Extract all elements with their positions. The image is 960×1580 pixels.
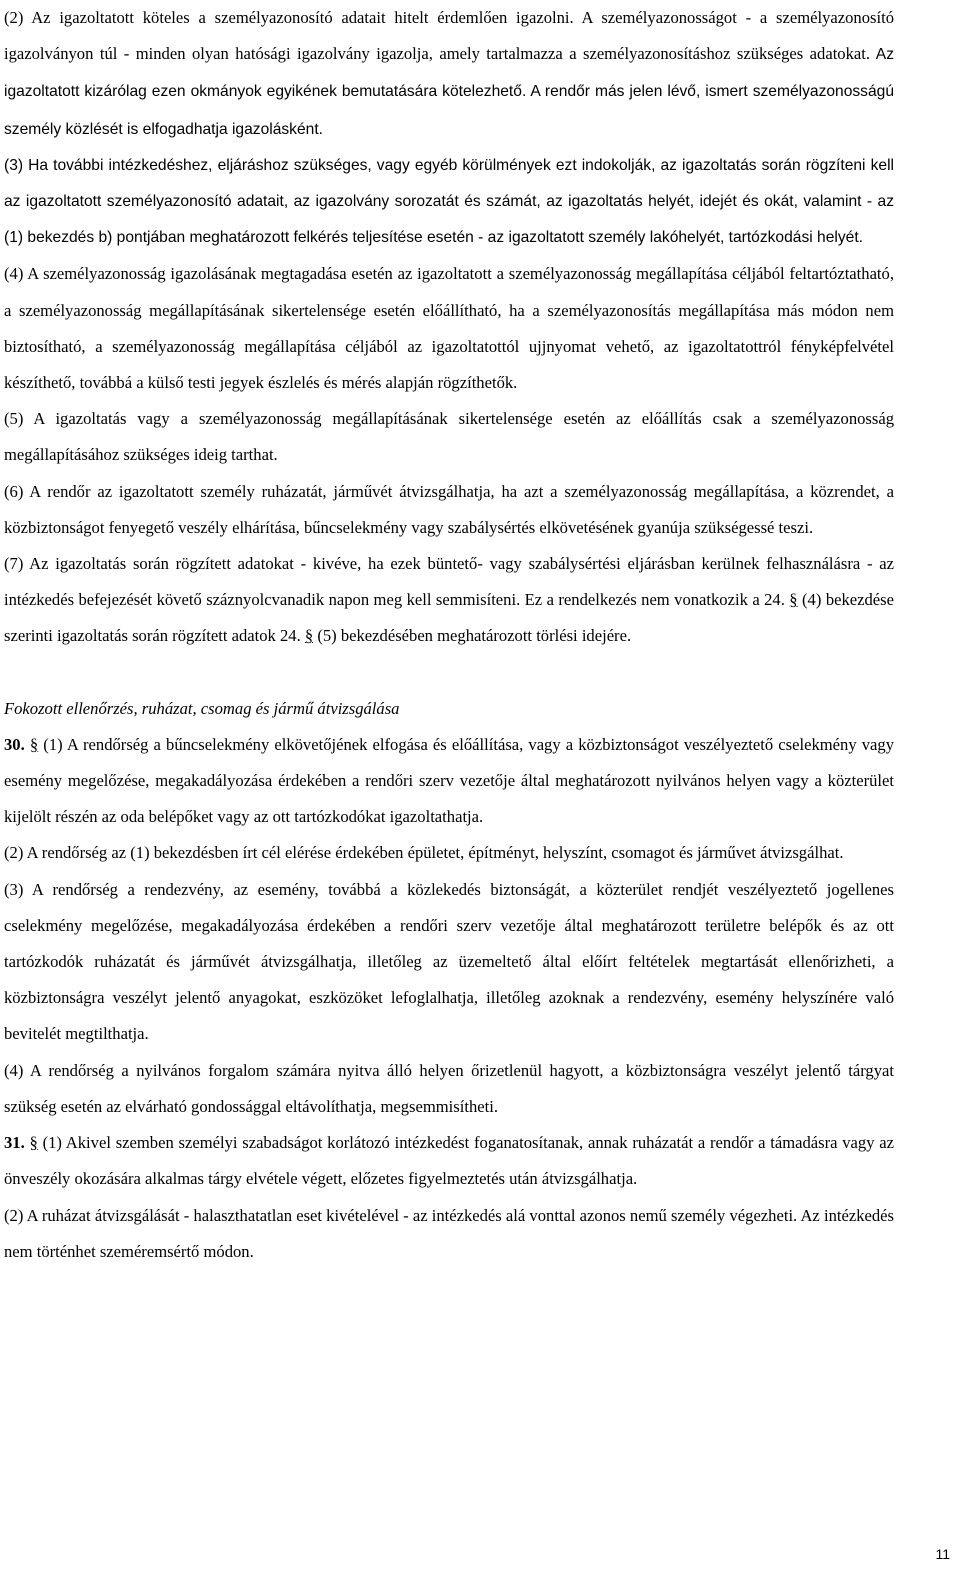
document-page <box>4 0 894 1270</box>
paragraph-4: (4) A személyazonosság igazolásának megtagadása esetén az igazoltatott a személyazonosság megállapítása céljából feltartóztatható, a személyazonosság megállapításának sikertelensége esetén előállítható, ha a személyazonosítás megállapítása más módon nem biztosítható, a személyazonosság megállapítása céljából az igazoltatottól ujjnyomat vehető, az igazoltatottról fényképfelvétel készíthető, továbbá a külső testi jegyek észlelés és mérés alapján rögzíthetők. <box>4 264 894 393</box>
section-30-number: 30. <box>4 734 25 754</box>
section-30-paragraph-4: (4) A rendőrség a nyilvános forgalom számára nyitva álló helyen őrizetlenül hagyott, a közbiztonságra veszélyt jelentő tárgyat szükség esetén az elvárható gondossággal eltávolíthatja, megsemmisítheti. <box>4 1060 894 1116</box>
paragraph-5: (5) A igazoltatás vagy a személyazonosság megállapításának sikertelensége esetén az előállítás csak a személyazonosság megállapításához szükséges ideig tarthat. <box>4 409 894 465</box>
paragraph-3: (3) Ha további intézkedéshez, eljáráshoz szükséges, vagy egyéb körülmények ezt indokolják, az igazoltatás során rögzíteni kell az igazoltatott személyazonosító adatait, az igazolvány sorozatát és számát, az igazoltatás helyét, idejét és okát, valamint - az (1) bekezdés b) pontjában meghatározott felkérés teljesítése esetén - az igazoltatott személy lakóhelyét, tartózkodási helyét. <box>4 156 894 247</box>
section-30-paragraph-2: (2) A rendőrség az (1) bekezdésben írt cél elérése érdekében épületet, építményt, helyszínt, csomagot és járművet átvizsgálhat. <box>4 843 844 863</box>
section-30-paragraph-1 <box>4 727 894 836</box>
section-sign: § <box>304 626 314 646</box>
section-30-paragraph-3: (3) A rendőrség a rendezvény, az esemény, továbbá a közlekedés biztonságát, a közterület rendjét veszélyeztető jogellenes cselekmény megelőzése, megakadályozása érdekében a rendőri szerv vezetője által meghatározott területre belépők és az ott tartózkodók ruházatát és járművét átvizsgálhatja, illetőleg az üzemeltető által előírt feltételek megtartását ellenőrizheti, a közbiztonságra veszélyt jelentő anyagokat, eszközöket lefoglalhatja, illetőleg azoknak a rendezvény, esemény helyszínére való bevitelét megtilthatja. <box>4 879 894 1044</box>
section-sign: § <box>29 734 39 754</box>
paragraph-7 <box>4 546 894 655</box>
section-31-paragraph-1 <box>4 1125 894 1197</box>
paragraph-7-part-b: (4) bekezdése szerinti igazoltatás során rögzített adatok 24. <box>4 590 894 646</box>
section-31-paragraph-2: (2) A ruházat átvizsgálását - halaszthatatlan eset kivételével - az intézkedés alá vonttal azonos nemű személy végezheti. Az intézkedés nem történhet szeméremsértő módon. <box>4 1205 894 1261</box>
section-30-text-1: (1) A rendőrség a bűncselekmény elkövetőjének elfogása és előállítása, vagy a közbiztonságot veszélyeztető cselekmény vagy esemény megelőzése, megakadályozása érdekében a rendőri szerv vezetője által meghatározott nyilvános helyen vagy a közterület kijelölt részén az oda belépőket vagy az ott tartózkodókat igazoltathatja. <box>4 734 894 827</box>
spacer <box>4 655 894 691</box>
section-sign: § <box>789 590 798 610</box>
section-31-number: 31. <box>4 1133 25 1153</box>
section-heading: Fokozott ellenőrzés, ruházat, csomag és jármű átvizsgálása <box>4 698 400 718</box>
section-31-text-1: (1) Akivel szemben személyi szabadságot korlátozó intézkedést foganatosítanak, annak ruházatát a rendőr a támadásra vagy az önveszély okozására alkalmas tárgy elvétele végett, előzetes figyelmeztetés után átvizsgálhatja. <box>4 1133 894 1189</box>
section-sign: § <box>29 1133 38 1153</box>
page-number: 11 <box>935 1546 950 1562</box>
paragraph-7-part-a: (7) Az igazoltatás során rögzített adatokat - kivéve, ha ezek büntető- vagy szabálysértési eljárásban kerülnek felhasználásra - az intézkedés befejezését követő száznyolcvanadik napon meg kell semmisíteni. Ez a rendelkezés nem vonatkozik a 24. <box>4 554 894 610</box>
paragraph-6: (6) A rendőr az igazoltatott személy ruházatát, járművét átvizsgálhatja, ha azt a személyazonosság megállapítása, a közrendet, a közbiztonságot fenyegető veszély elhárítása, bűncselekmény vagy szabálysértés elkövetésének gyanúja szükségessé teszi. <box>4 481 894 537</box>
paragraph-2 <box>4 0 894 148</box>
paragraph-7-part-c: (5) bekezdésében meghatározott törlési idejére. <box>313 626 632 646</box>
paragraph-2-part-a: (2) Az igazoltatott köteles a személyazonosító adatait hitelt érdemlően igazolni. A személyazonosságot - a személyazonosító igazolványon túl - minden olyan hatósági igazolvány igazolja, amely tartalmazza a személyazonosításhoz szükséges adatokat. <box>4 8 894 64</box>
paragraph-2-part-b: Az igazoltatott kizárólag ezen okmányok egyikének bemutatására kötelezhető. A rendőr más jelen lévő, ismert személyazonosságú személy közlését is elfogadhatja igazolásként. <box>4 46 894 138</box>
